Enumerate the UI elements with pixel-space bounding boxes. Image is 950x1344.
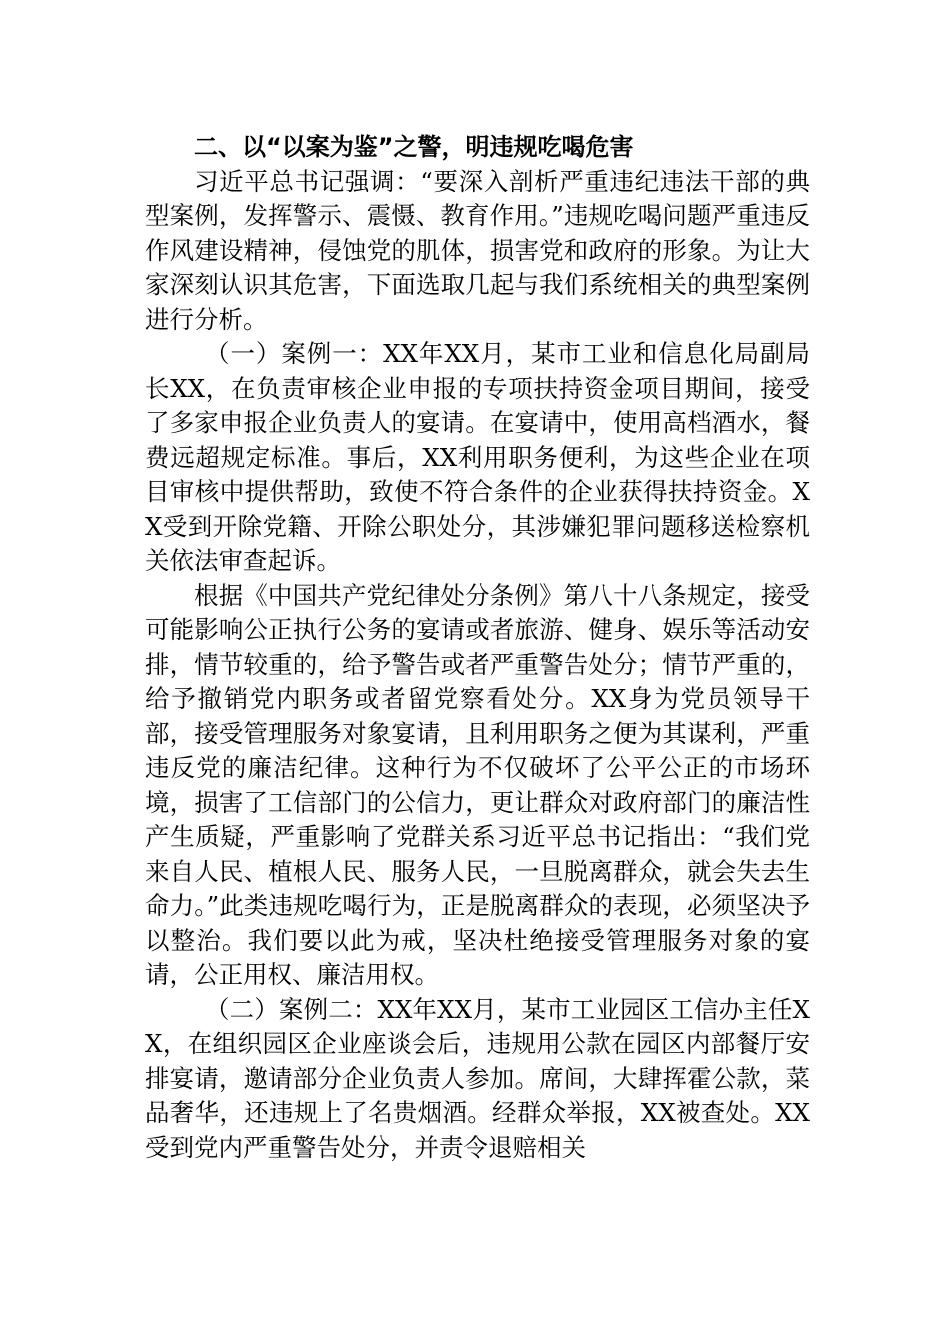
intro-paragraph: 习近平总书记强调：“要深入剖析严重违纪违法干部的典型案例，发挥警示、震慑、教育作用。”违规吃喝问题严重违反作风建设精神，侵蚀党的肌体，损害党和政府的形象。为让大家深刻认识其危害，下面选取几起与我们系统相关的典型案例进行分析。: [145, 166, 810, 334]
regulation-analysis-paragraph: 根据《中国共产党纪律处分条例》第八十八条规定，接受可能影响公正执行公务的宴请或者旅游、健身、娱乐等活动安排，情节较重的，给予警告或者严重警告处分；情节严重的，给予撤销党内职务或者留党察看处分。XX身为党员领导干部，接受管理服务对象宴请，且利用职务之便为其谋利，严重违反党的廉洁纪律。这种行为不仅破坏了公平公正的市场环境，损害了工信部门的公信力，更让群众对政府部门的廉洁性产生质疑，严重影响了党群关系习近平总书记指出：“我们党来自人民、植根人民、服务人民，一旦脱离群众，就会失去生命力。”此类违规吃喝行为，正是脱离群众的表现，必须坚决予以整治。我们要以此为戒，坚决杜绝接受管理服务对象的宴请，公正用权、廉洁用权。: [145, 580, 810, 989]
section-heading: 二、以“以案为鉴”之警，明违规吃喝危害: [194, 133, 634, 161]
case-one-paragraph: （一）案例一：XX年XX月，某市工业和信息化局副局长XX，在负责审核企业申报的专项扶持资金项目期间，接受了多家申报企业负责人的宴请。在宴请中，使用高档酒水，餐费远超规定标准。事后，XX利用职务便利，为这些企业在项目审核中提供帮助，致使不符合条件的企业获得扶持资金。XX受到开除党籍、开除公职处分，其涉嫌犯罪问题移送检察机关依法审查起诉。: [145, 339, 810, 575]
case-two-paragraph: （二）案例二：XX年XX月，某市工业园区工信办主任XX，在组织园区企业座谈会后，违规用公款在园区内部餐厅安排宴请，邀请部分企业负责人参加。席间，大肆挥霍公款，菜品奢华，还违规上了名贵烟酒。经群众举报，XX被查处。XX受到党内严重警告处分，并责令退赔相关: [145, 994, 810, 1162]
document-body: [145, 130, 810, 1165]
